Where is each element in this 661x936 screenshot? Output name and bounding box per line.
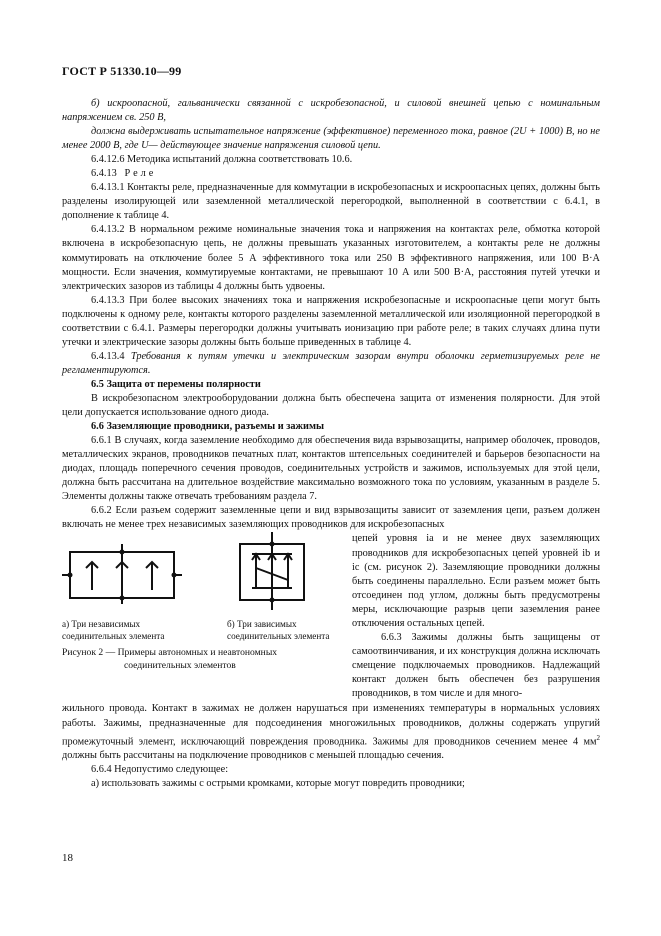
document-body	[62, 97, 600, 791]
clause-6-6-2-cont: цепей уровня ia и не менее двух заземляющих проводников для искробезопасных цепей уровней ib и ic (см. рисунок 2). Заземляющие проводники должны быть соединены параллельно. Если разъем может быть отсоединен под углом, должны быть предусмотрены меры, исключающие разрыв цепи заземления ранее отключения остальных цепей.	[352, 533, 600, 629]
clause-6-6-4: 6.6.4 Недопустимо следующее:	[91, 764, 229, 776]
clause-6-4-13-title: Реле	[124, 168, 157, 180]
document-header: ГОСТ Р 51330.10—99	[62, 64, 182, 78]
clause-6-6-3-cont-text: жильного провода. Контакт в зажимах не должен нарушаться при изменениях температуры в нормальных условиях работы. Зажимы, предназначенные для подсоединения многожильных проводников, должны содержать упругий промежуточный элемент, исключающий повреждения проводника. Зажимы для проводников сечением менее 4 мм	[62, 703, 600, 747]
clause-6-6-3-cont	[62, 702, 600, 763]
clause-6-6-3: 6.6.3 Зажимы должны быть защищены от самоотвинчивания, и их конструкция должна исключать смещение подключаемых проводников. Надлежащий контакт должен быть обеспечен без разрушения проводников, в том числе и для много-	[352, 631, 600, 699]
clause-6-4-13-4-number: 6.4.13.4	[91, 350, 125, 362]
right-column-text	[352, 532, 600, 701]
clause-6-6-4-a: а) использовать зажимы с острыми кромками, которые могут повредить проводники;	[91, 778, 465, 790]
clause-6-4-13-2: 6.4.13.2 В нормальном режиме номинальные значения тока и напряжения на контактах реле, обмотка которой включена в искробезопасную цепь, не должны превышать указанных изготовителем, а контакты реле не должны коммутировать на отключение более 5 А эффективного тока или 250 В эффективного напряжения, или 100 В·А мощности. Если значения, коммутируемые контактами, не превышают 10 А или 500 В·А, расстояния путей утечки и электрических зазоров из таблицы 4 должны быть удвоены.	[62, 224, 600, 292]
figure-2-title	[62, 647, 348, 672]
figure-wrap-block	[62, 532, 600, 702]
figure-2b-caption: б) Три зависимых соединительных элемента	[227, 619, 330, 642]
superscript-2: 2	[596, 733, 600, 742]
clause-6-6-1: 6.6.1 В случаях, когда заземление необходимо для обеспечения вида взрывозащиты, например оболочек, проводов, металлических экранов, проводников печатных плат, контактов штепсельных соединителей и барьеров безопасности на диодах, площадь поперечного сечения проводов, соединительных устройств и зажимов, используемых для этой цели, должна быть рассчитана на длительное воздействие максимально возможного тока по условиям, указанным в разделе 5. Элементы должны также отвечать требованиям раздела 7.	[62, 435, 600, 503]
clause-6-6-3-cont-end: должны быть рассчитаны на подключение проводников с меньшей площадью сечения.	[62, 750, 444, 762]
clause-6-4-13-number: 6.4.13	[91, 168, 117, 180]
section-6-5-heading: 6.5 Защита от перемены полярности	[91, 378, 261, 390]
figure-2a-caption: а) Три независимых соединительных элемента	[62, 619, 165, 642]
figure-2	[62, 532, 348, 702]
figure-2b-diagram	[222, 532, 322, 610]
clause-6-4-13-3: 6.4.13.3 При более высоких значениях тока и напряжения искробезопасные и искроопасные цепи могут быть подключены к одному реле, контакты которого разделены заземленной металлической или изоляционной перегородкой в соответствии с 6.4.1. Размеры перегородки должны учитывать ионизацию при работе реле; в таких случаях длина пути утечки и электрические зазоры должны быть больше приведенных в таблице 4.	[62, 294, 600, 348]
section-6-6-heading: 6.6 Заземляющие проводники, разъемы и зажимы	[91, 421, 325, 433]
figure-2-title-line1: Рисунок 2 — Примеры автономных и неавтономных	[62, 647, 278, 659]
clause-6-4-13-heading	[62, 167, 600, 181]
clause-6-6-2: 6.6.2 Если разъем содержит заземленные цепи и вид взрывозащиты зависит от заземления цепи, разъем должен включать не менее трех независимых заземляющих проводников для искробезопасных	[62, 505, 600, 531]
section-6-5-text: В искробезопасном электрооборудовании должна быть обеспечена защита от изменения полярности. Для этой цели допускается использование одного диода.	[62, 392, 600, 419]
figure-2a-diagram	[62, 544, 182, 604]
item-b: б) искроопасной, гальванически связанной с искробезопасной, и силовой внешней цепью с номинальным напряжением св. 250 В,	[62, 98, 600, 124]
clause-6-4-13-4-text: Требования к путям утечки и электрическим зазорам внутри оболочки герметизируемых реле не регламентируются.	[62, 350, 600, 376]
item-b-cont: должна выдерживать испытательное напряжение (эффективное) переменного тока, равное (2U + 1000) В, но не менее 2000 В, где U— действующее значение напряжения силовой цепи.	[62, 126, 600, 152]
clause-6-4-13-4	[62, 350, 600, 378]
clause-6-4-13-1: 6.4.13.1 Контакты реле, предназначенные для коммутации в искробезопасных и искроопасных цепях, должны быть разделены изолирующей или заземленной металлической перегородкой, выполненной в соответствии с 6.4.1, в дополнение к таблице 4.	[62, 182, 600, 222]
page-number: 18	[62, 852, 73, 864]
figure-2-title-line2: соединительных элементов	[124, 659, 236, 671]
clause-6-4-12-6: 6.4.12.6 Методика испытаний должна соответствовать 10.6.	[91, 154, 353, 166]
